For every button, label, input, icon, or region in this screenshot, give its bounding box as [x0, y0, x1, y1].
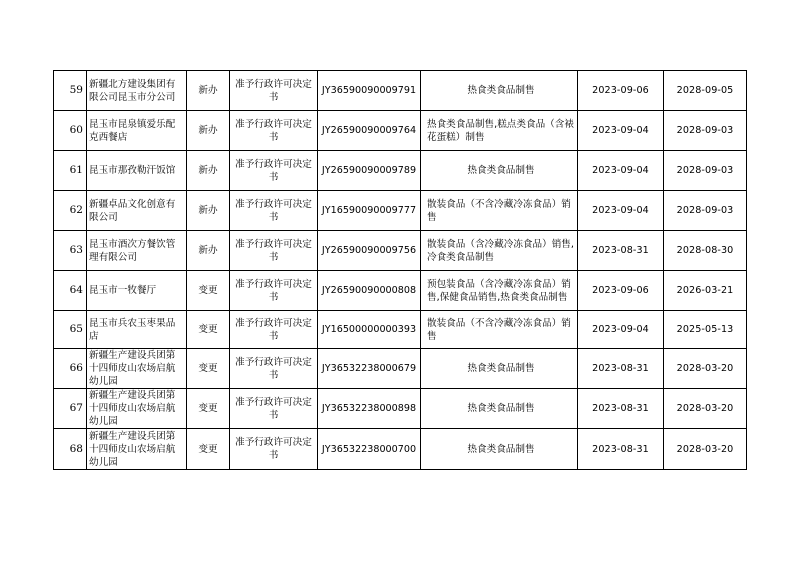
license-number: JY26590090009789 — [318, 151, 421, 191]
end-date: 2028-03-20 — [664, 429, 747, 470]
application-type: 变更 — [187, 349, 230, 389]
end-date: 2028-03-20 — [664, 349, 747, 389]
row-number: 60 — [54, 111, 87, 151]
start-date: 2023-08-31 — [578, 231, 664, 271]
license-number: JY36532238000679 — [318, 349, 421, 389]
table-row — [54, 349, 747, 389]
entity-name: 昆玉市兵农玉枣果品店 — [87, 311, 187, 349]
entity-name: 新疆生产建设兵团第十四师皮山农场启航幼儿园 — [87, 389, 187, 429]
license-number: JY36532238000898 — [318, 389, 421, 429]
row-number: 62 — [54, 191, 87, 231]
decision-document: 准予行政许可决定书 — [230, 231, 318, 271]
table-row — [54, 271, 747, 311]
table-row — [54, 311, 747, 349]
entity-name: 新疆生产建设兵团第十四师皮山农场启航幼儿园 — [87, 429, 187, 470]
table-row — [54, 389, 747, 429]
start-date: 2023-09-04 — [578, 311, 664, 349]
entity-name: 昆玉市酒次方餐饮管理有限公司 — [87, 231, 187, 271]
table-row — [54, 111, 747, 151]
decision-document: 准予行政许可决定书 — [230, 389, 318, 429]
decision-document: 准予行政许可决定书 — [230, 429, 318, 470]
application-type: 新办 — [187, 191, 230, 231]
decision-document: 准予行政许可决定书 — [230, 271, 318, 311]
decision-document: 准予行政许可决定书 — [230, 311, 318, 349]
business-scope: 热食类食品制售 — [421, 429, 578, 470]
row-number: 64 — [54, 271, 87, 311]
table-row — [54, 71, 747, 111]
application-type: 新办 — [187, 231, 230, 271]
entity-name: 新疆卓品文化创意有限公司 — [87, 191, 187, 231]
license-number: JY26590090009756 — [318, 231, 421, 271]
business-scope: 热食类食品制售 — [421, 389, 578, 429]
end-date: 2028-09-03 — [664, 191, 747, 231]
start-date: 2023-09-04 — [578, 151, 664, 191]
license-number: JY16590090009777 — [318, 191, 421, 231]
business-scope: 热食类食品制售 — [421, 349, 578, 389]
application-type: 变更 — [187, 271, 230, 311]
entity-name: 昆玉市昆泉镇爱乐配克西餐店 — [87, 111, 187, 151]
start-date: 2023-09-04 — [578, 191, 664, 231]
business-scope: 散装食品（不含冷藏冷冻食品）销售 — [421, 191, 578, 231]
end-date: 2028-09-03 — [664, 151, 747, 191]
entity-name: 新疆北方建设集团有限公司昆玉市分公司 — [87, 71, 187, 111]
row-number: 66 — [54, 349, 87, 389]
end-date: 2026-03-21 — [664, 271, 747, 311]
business-scope: 预包装食品（含冷藏冷冻食品）销售,保健食品销售,热食类食品制售 — [421, 271, 578, 311]
table-row — [54, 191, 747, 231]
end-date: 2025-05-13 — [664, 311, 747, 349]
application-type: 新办 — [187, 151, 230, 191]
end-date: 2028-09-03 — [664, 111, 747, 151]
row-number: 65 — [54, 311, 87, 349]
business-scope: 热食类食品制售,糕点类食品（含裱花蛋糕）制售 — [421, 111, 578, 151]
row-number: 68 — [54, 429, 87, 470]
start-date: 2023-09-04 — [578, 111, 664, 151]
start-date: 2023-09-06 — [578, 271, 664, 311]
license-number: JY16500000000393 — [318, 311, 421, 349]
business-scope: 散装食品（含冷藏冷冻食品）销售,冷食类食品制售 — [421, 231, 578, 271]
application-type: 新办 — [187, 71, 230, 111]
license-number: JY36532238000700 — [318, 429, 421, 470]
application-type: 变更 — [187, 389, 230, 429]
license-number: JY36590090009791 — [318, 71, 421, 111]
entity-name: 昆玉市那孜勒汗饭馆 — [87, 151, 187, 191]
application-type: 变更 — [187, 429, 230, 470]
application-type: 变更 — [187, 311, 230, 349]
end-date: 2028-03-20 — [664, 389, 747, 429]
end-date: 2028-08-30 — [664, 231, 747, 271]
entity-name: 昆玉市一牧餐厅 — [87, 271, 187, 311]
permit-table — [53, 70, 747, 470]
row-number: 59 — [54, 71, 87, 111]
business-scope: 散装食品（不含冷藏冷冻食品）销售 — [421, 311, 578, 349]
row-number: 61 — [54, 151, 87, 191]
license-number: JY26590090009764 — [318, 111, 421, 151]
table-row — [54, 151, 747, 191]
decision-document: 准予行政许可决定书 — [230, 191, 318, 231]
business-scope: 热食类食品制售 — [421, 71, 578, 111]
decision-document: 准予行政许可决定书 — [230, 349, 318, 389]
decision-document: 准予行政许可决定书 — [230, 71, 318, 111]
entity-name: 新疆生产建设兵团第十四师皮山农场启航幼儿园 — [87, 349, 187, 389]
start-date: 2023-08-31 — [578, 389, 664, 429]
end-date: 2028-09-05 — [664, 71, 747, 111]
start-date: 2023-08-31 — [578, 349, 664, 389]
start-date: 2023-08-31 — [578, 429, 664, 470]
table-row — [54, 231, 747, 271]
row-number: 67 — [54, 389, 87, 429]
application-type: 新办 — [187, 111, 230, 151]
start-date: 2023-09-06 — [578, 71, 664, 111]
license-number: JY26590090000808 — [318, 271, 421, 311]
table-row — [54, 429, 747, 470]
decision-document: 准予行政许可决定书 — [230, 111, 318, 151]
decision-document: 准予行政许可决定书 — [230, 151, 318, 191]
business-scope: 热食类食品制售 — [421, 151, 578, 191]
row-number: 63 — [54, 231, 87, 271]
